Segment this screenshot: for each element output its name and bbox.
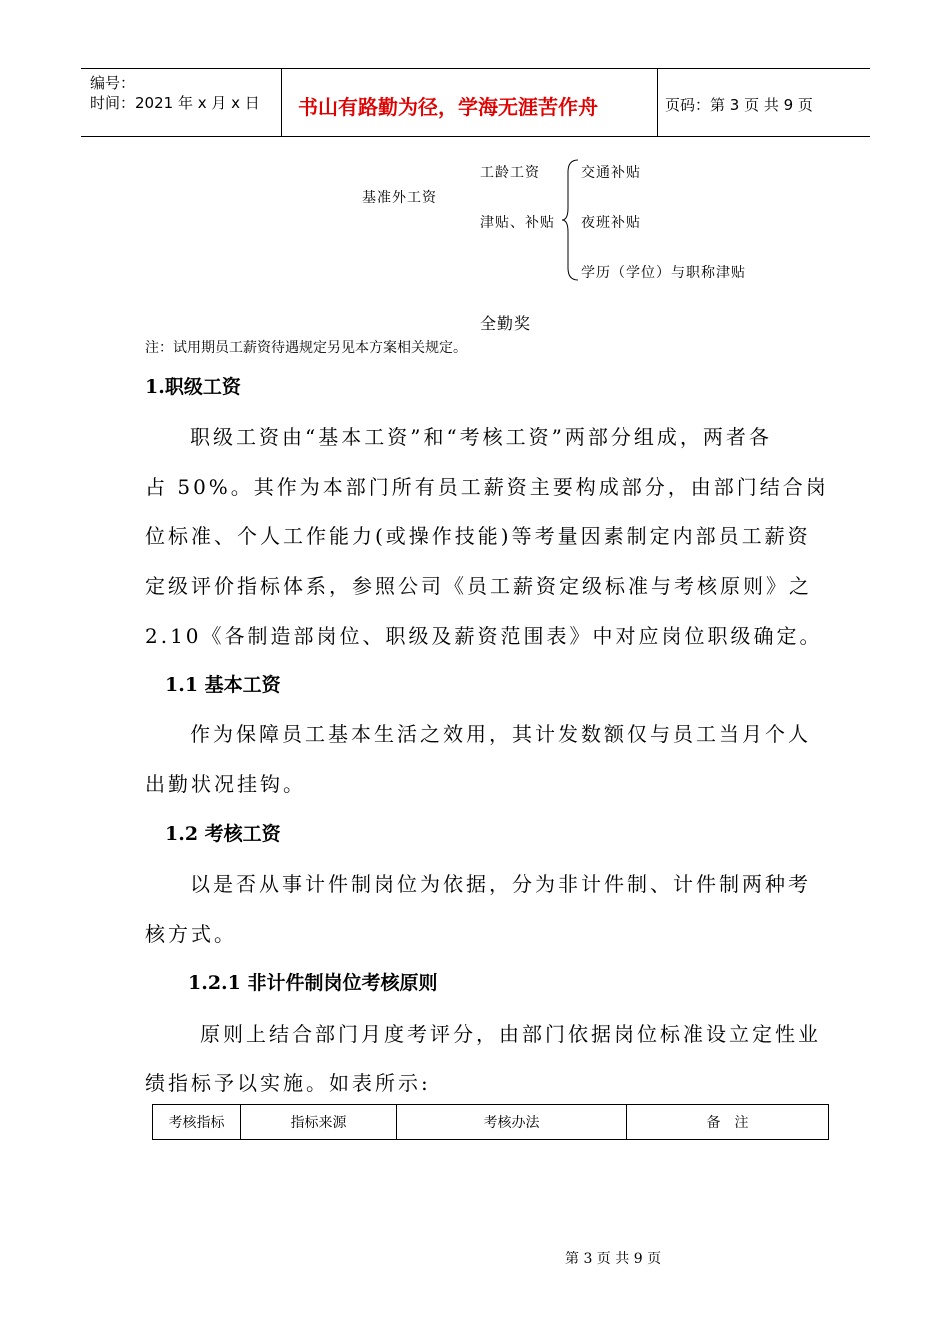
section-1-title: 1.职级工资 — [145, 376, 241, 398]
paragraph-line: 原则上结合部门月度考评分，由部门依据岗位标准设立定性业 — [200, 1022, 821, 1046]
diagram-root: 基准外工资 — [362, 190, 437, 206]
header-top-rule — [81, 68, 870, 69]
paragraph-line: 出勤状况挂钩。 — [145, 772, 306, 796]
table-header-row — [153, 1105, 829, 1140]
section-1-2-title: 1.2 考核工资 — [165, 823, 281, 845]
section-1-1-title: 1.1 基本工资 — [165, 674, 281, 696]
paragraph-line: 占 50%。其作为本部门所有员工薪资主要构成部分，由部门结合岗 — [145, 475, 829, 499]
header-bottom-rule — [81, 136, 870, 137]
diagram-education: 学历（学位）与职称津贴 — [581, 265, 746, 281]
section-1-2-1-title: 1.2.1 非计件制岗位考核原则 — [188, 972, 438, 994]
header-time-label: 时间：2021 年 x 月 x 日 — [90, 94, 260, 112]
diagram-night: 夜班补贴 — [581, 215, 641, 231]
paragraph-line: 2.10《各制造部岗位、职级及薪资范围表》中对应岗位职级确定。 — [145, 624, 823, 648]
paragraph-line: 绩指标予以实施。如表所示: — [145, 1071, 431, 1095]
diagram-brace — [560, 158, 582, 282]
paragraph-line: 职级工资由“基本工资”和“考核工资”两部分组成，两者各 — [190, 425, 772, 449]
assessment-table — [152, 1104, 829, 1140]
note: 注：试用期员工薪资待遇规定另见本方案相关规定。 — [145, 340, 467, 356]
header-motto: 书山有路勤为径，学海无涯苦作舟 — [298, 95, 598, 119]
header-divider-right — [657, 68, 658, 136]
header-divider-left — [281, 68, 282, 136]
diagram-allowance: 津贴、补贴 — [480, 215, 555, 231]
header-number-label: 编号： — [90, 74, 136, 92]
page-footer: 第 3 页 共 9 页 — [565, 1251, 662, 1267]
header-page-label: 页码：第 3 页 共 9 页 — [665, 96, 813, 114]
paragraph-line: 以是否从事计件制岗位为依据，分为非计件制、计件制两种考 — [190, 872, 811, 896]
table-header-cell: 考核办法 — [397, 1105, 627, 1140]
table-header-cell: 指标来源 — [241, 1105, 397, 1140]
paragraph-line: 核方式。 — [145, 922, 237, 946]
table-header-cell: 备 注 — [627, 1105, 829, 1140]
paragraph-line: 定级评价指标体系，参照公司《员工薪资定级标准与考核原则》之 — [145, 574, 812, 598]
table-header-cell: 考核指标 — [153, 1105, 241, 1140]
diagram-attendance: 全勤奖 — [480, 314, 532, 333]
diagram-traffic: 交通补贴 — [581, 165, 641, 181]
paragraph-line: 作为保障员工基本生活之效用，其计发数额仅与员工当月个人 — [190, 722, 811, 746]
diagram-seniority: 工龄工资 — [480, 165, 540, 181]
paragraph-line: 位标准、个人工作能力(或操作技能)等考量因素制定内部员工薪资 — [145, 524, 811, 548]
